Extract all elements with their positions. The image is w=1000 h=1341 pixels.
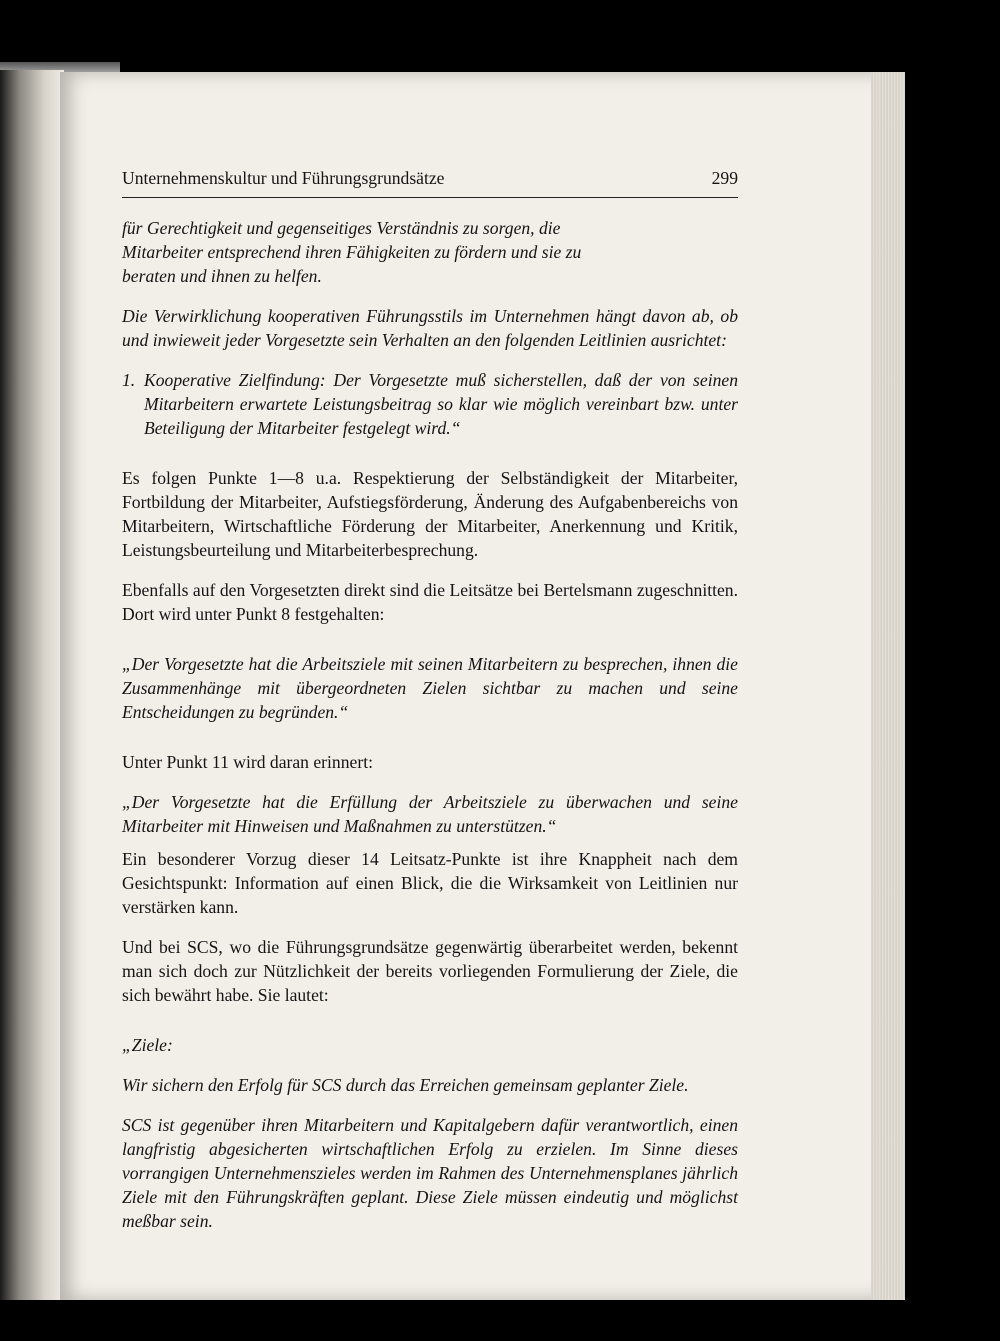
quote-bertelsmann-11: „Der Vorgesetzte hat die Erfüllung der Arbeitsziele zu überwachen und seine Mitarbeiter mit Hinweisen und Maßnahmen zu unterstützen.“	[122, 792, 738, 836]
paragraph-2: Die Verwirklichung kooperativen Führungsstils im Unternehmen hängt davon ab, ob und inwieweit jeder Vorgesetzte sein Verhalten an den folgenden Leitlinien ausrichtet:	[122, 306, 738, 350]
paragraph-3: Es folgen Punkte 1—8 u.a. Respektierung der Selbständigkeit der Mitarbeiter, Fortbildung der Mitarbeiter, Aufstiegsförderung, Änderung des Aufgabenbereichs von Mitarbeitern, Wirtschaftliche Förderung der Mitarbeiter, Anerkennung und Kritik, Leistungsbeurteilung und Mitarbeiterbesprechung.	[122, 468, 738, 560]
text-block	[122, 166, 738, 1233]
paragraph-7: Und bei SCS, wo die Führungsgrundsätze gegenwärtig überarbeitet werden, bekennt man sich doch zur Nützlichkeit der bereits vorliegenden Formulierung der Ziele, die sich bewährt habe. Sie lautet:	[122, 937, 738, 1005]
page-edges	[871, 72, 905, 1300]
paragraph-4: Ebenfalls auf den Vorgesetzten direkt sind die Leitsätze bei Bertelsmann zugeschnitten. Dort wird unter Punkt 8 festgehalten:	[122, 580, 738, 624]
list-item-1	[122, 368, 738, 440]
quote-scs-line-2: SCS ist gegenüber ihren Mitarbeitern und Kapitalgebern dafür verantwortlich, einen langfristig abgesicherten wirtschaftlichen Erfolg zu erzielen. Im Sinne dieses vorrangigen Unternehmenszieles werden im Rahmen des Unternehmensplanes jährlich Ziele mit den Führungskräften geplant. Diese Ziele müssen eindeutig und möglichst meßbar sein.	[122, 1115, 738, 1231]
paragraph-1: für Gerechtigkeit und gegenseitiges Verständnis zu sorgen, die Mitarbeiter entsprechend ihren Fähigkeiten zu fördern und sie zu beraten und ihnen zu helfen.	[122, 218, 582, 286]
list-text: Kooperative Zielfindung: Der Vorgesetzte muß sicherstellen, daß der von seinen Mitarbeitern erwartete Leistungsbeitrag so klar wie möglich vereinbart bzw. unter Beteiligung der Mitarbeiter festgelegt wird.“	[144, 370, 738, 438]
running-head	[122, 166, 738, 198]
running-head-title: Unternehmenskultur und Führungsgrundsätze	[122, 168, 445, 188]
quote-scs-line-1: Wir sichern den Erfolg für SCS durch das Erreichen gemeinsam geplanter Ziele.	[122, 1075, 689, 1095]
list-number: 1.	[122, 370, 136, 390]
quote-scs-heading: „Ziele:	[122, 1035, 173, 1055]
quote-bertelsmann-8: „Der Vorgesetzte hat die Arbeitsziele mit seinen Mitarbeitern zu besprechen, ihnen die Zusammenhänge mit übergeordneten Zielen sichtbar zu machen und seine Entscheidungen zu begründen.“	[122, 654, 738, 722]
book-spine	[0, 70, 64, 1300]
page-number: 299	[711, 168, 738, 188]
book-page	[60, 72, 905, 1300]
paragraph-6: Ein besonderer Vorzug dieser 14 Leitsatz-Punkte ist ihre Knappheit nach dem Gesichtspunkt: Information auf einen Blick, die die Wirksamkeit von Leitlinien nur verstärken kann.	[122, 849, 738, 917]
paragraph-5: Unter Punkt 11 wird daran erinnert:	[122, 752, 373, 772]
